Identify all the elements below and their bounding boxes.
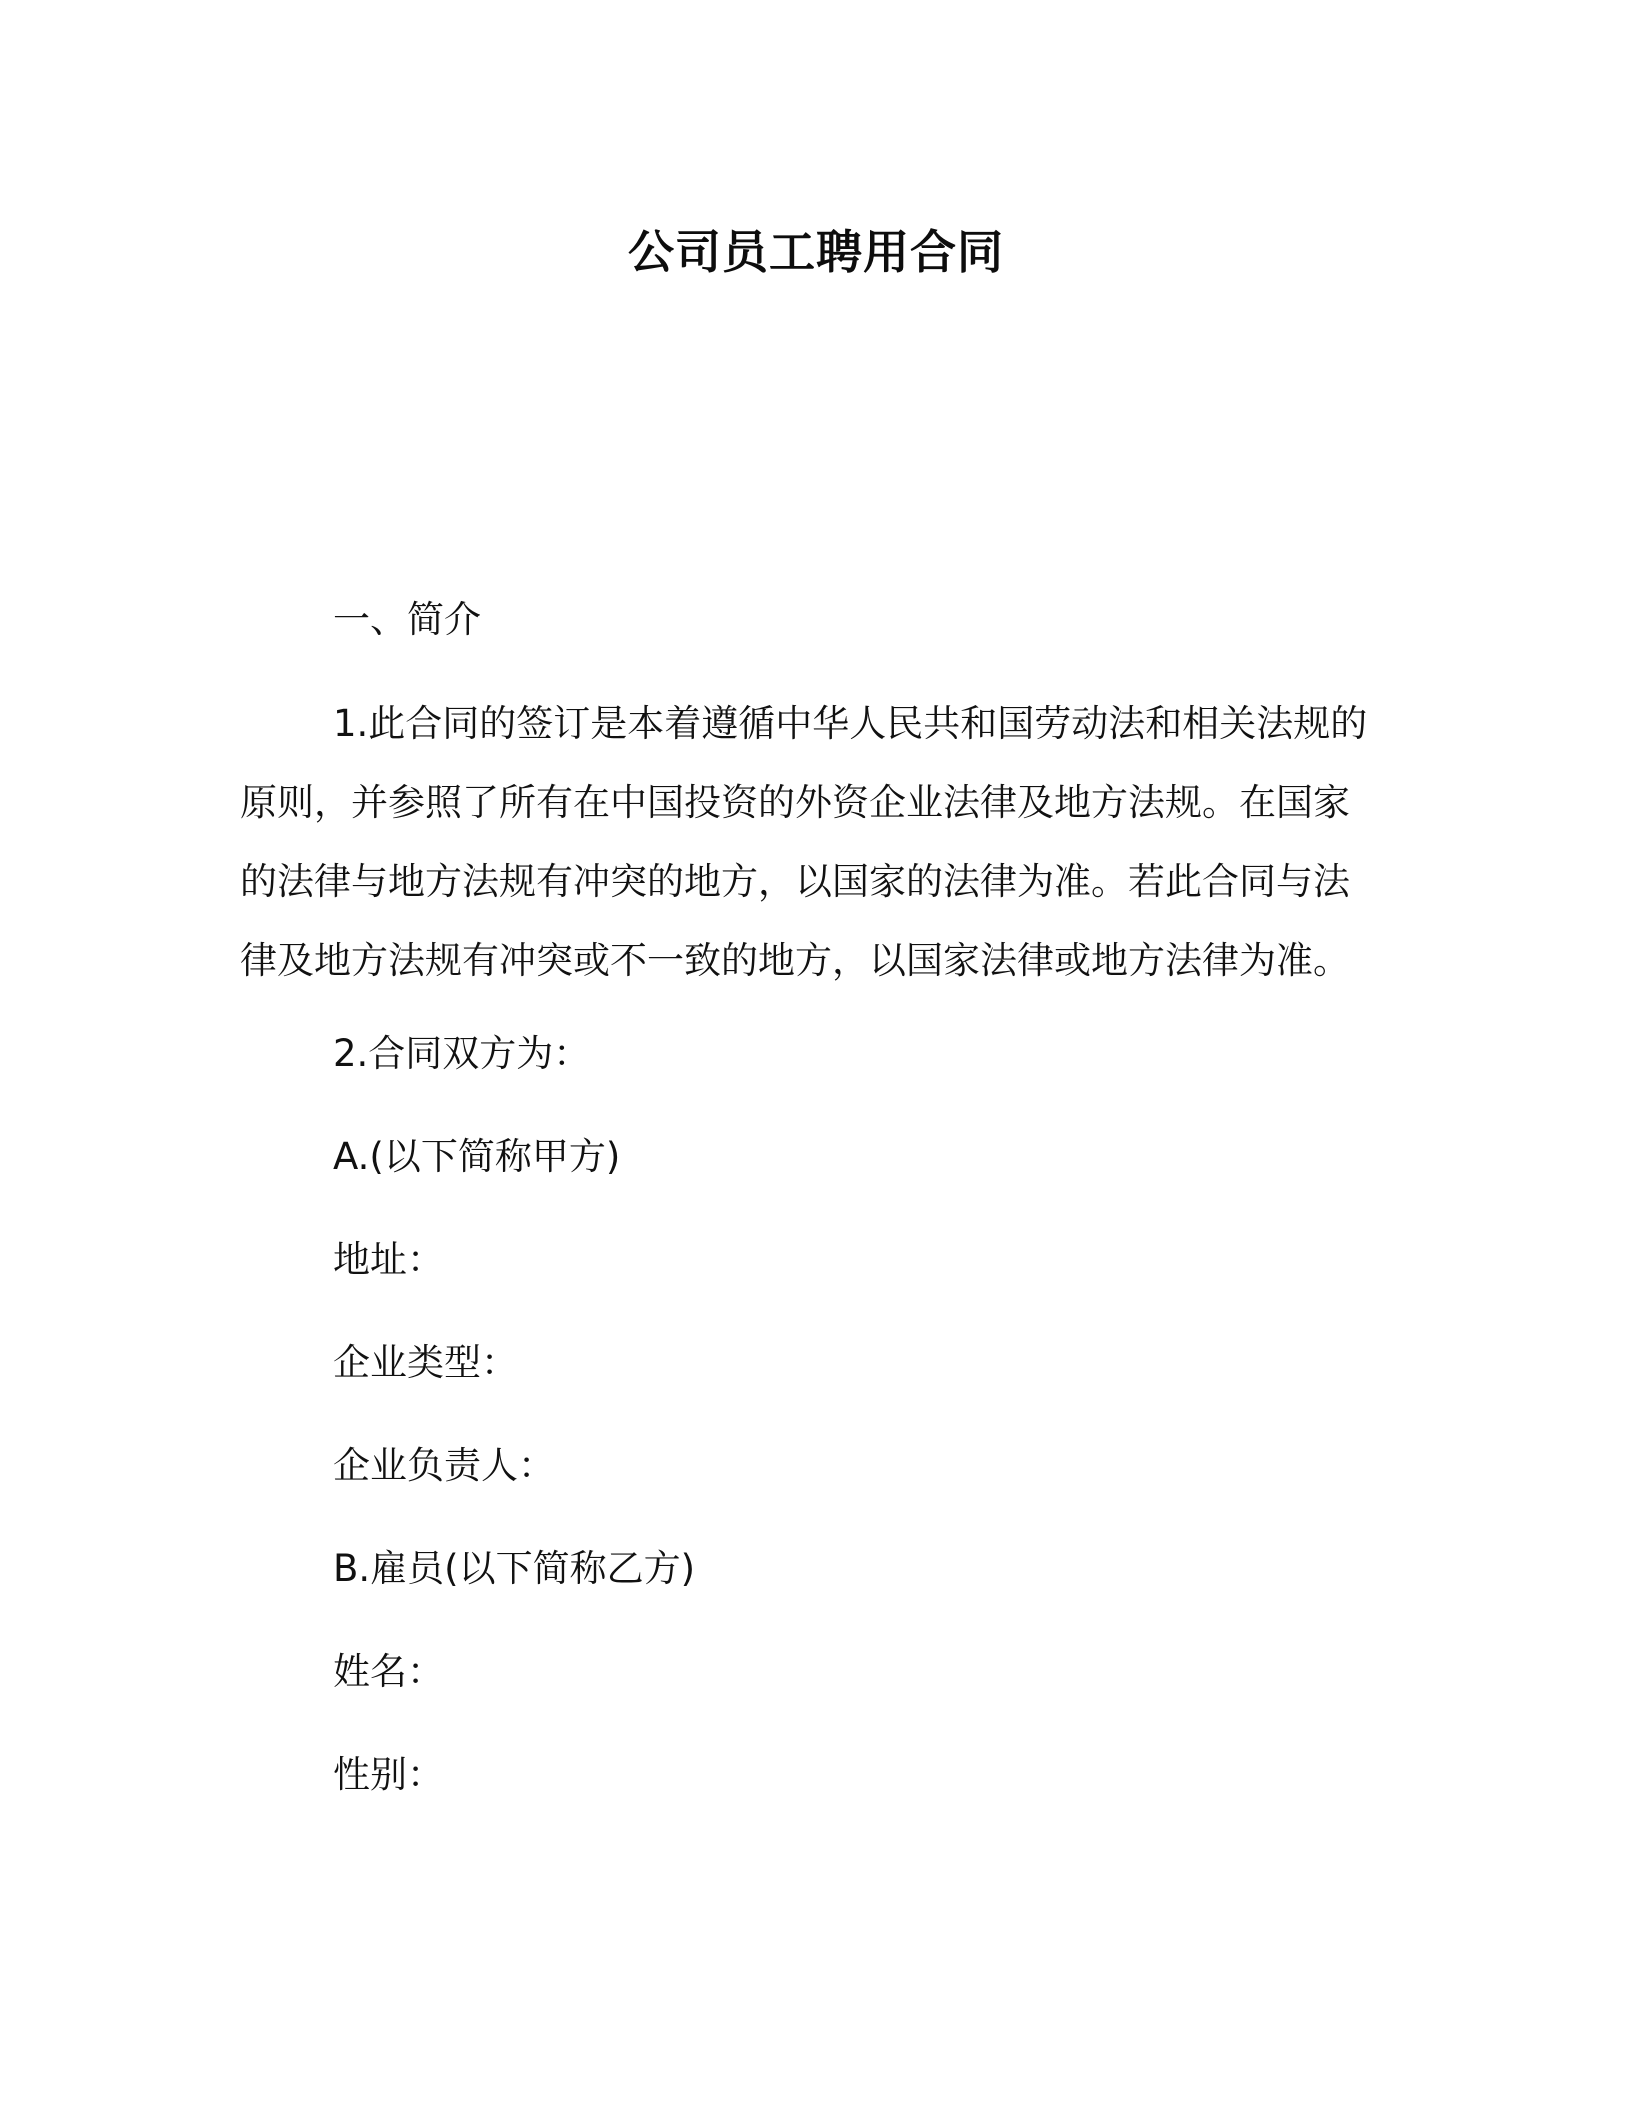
company-type-label: 企业类型：	[333, 1341, 518, 1384]
address-label: 地址：	[333, 1238, 444, 1281]
paragraph-line: 原则，并参照了所有在中国投资的外资企业法律及地方法规。在国家	[240, 781, 1350, 824]
document-title: 公司员工聘用合同	[628, 225, 1004, 279]
paragraph-line: 的法律与地方法规有冲突的地方，以国家的法律为准。若此合同与法	[240, 860, 1350, 903]
paragraph-line: 1.此合同的签订是本着遵循中华人民共和国劳动法和相关法规的	[333, 702, 1368, 745]
parties-intro: 2.合同双方为：	[333, 1032, 591, 1075]
paragraph-line: 律及地方法规有冲突或不一致的地方，以国家法律或地方法律为准。	[240, 939, 1350, 982]
section-heading: 一、简介	[333, 598, 481, 641]
intro-paragraph	[240, 700, 1370, 1016]
name-label: 姓名：	[333, 1650, 444, 1693]
company-head-label: 企业负责人：	[333, 1444, 555, 1487]
gender-label: 性别：	[333, 1753, 444, 1796]
party-b-label: B.雇员(以下简称乙方)	[333, 1547, 696, 1590]
party-a-label: A.(以下简称甲方)	[333, 1135, 621, 1178]
